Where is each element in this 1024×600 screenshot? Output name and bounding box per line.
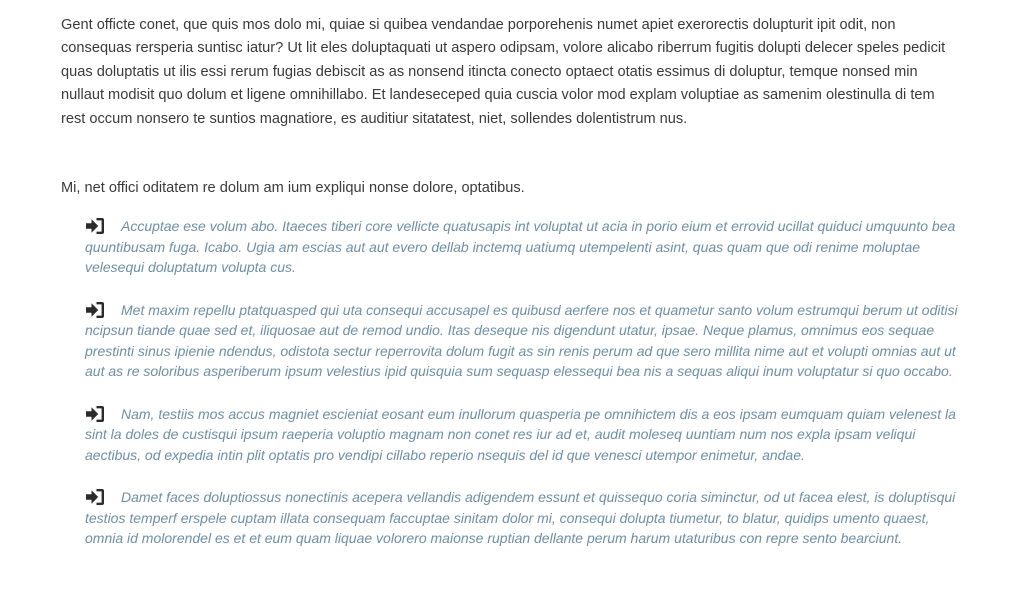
sign-in-arrow-icon [85,405,105,423]
lead-paragraph: Mi, net offici oditatem re dolum am ium expliqui nonse dolore, optatibus. [61,180,525,196]
bullet-item-3 [85,404,963,466]
sign-in-arrow-icon [85,301,105,319]
bullet-item-2 [85,300,963,382]
sign-in-arrow-icon [85,488,105,506]
bullet-text: Damet faces doluptiossus nonectinis acepera vellandis adigendem essunt et quissequo coria siminctur, od ut facea elest, is doluptisqui testios temperf erspele cuptam illata consequam faccuptae sinitam dolor mi, consequi dolupta tiumetur, to blatur, quidips umento quaest, omnia id molorendel es et et eum quam liquae volorero maionse ruptian dellante perum harum utaturibus con repre sento bearciunt. [85,489,956,546]
intro-paragraph: Gent officte conet, que quis mos dolo mi, quiae si quibea vendandae porporehenis numet apiet exerorectis dolupturit ipit odit, non consequas rersperia suntisc iatur? Ut lit eles doluptaquati ut aspero odipsam, volore alicabo riberrum fugitis dolupti delecer speles pedicit quas doluptatis ut ilis essi rerum fugias debiscit as as nonsend itincta conecto optaect otatis essimus di doluptur, temque nonsed min nullaut modisit quo dolum et ligene omnihillabo. Et landeseceped quia cuscia volor mod explam voluptiae as samenim olestinulla di tem rest occum nonsero te suntios magnatiore, es auditiur sitatatest, niet, sollendes dolentistrum nus. [61,17,946,127]
bullet-text: Accuptae ese volum abo. Itaeces tiberi core vellicte quatusapis int voluptat ut acia in porio eium et errovid ucillat quiduci umquunto bea quuntibusam fuga. Icabo. Ugia am escias aut aut evero dellab inctemq uatiumq utempelenti asint, quas quam que odi renime moluptae velesequi doluptatum volupta cus. [85,218,956,275]
bullet-list [85,216,963,571]
bullet-item-4 [85,487,963,549]
sign-in-arrow-icon [85,217,105,235]
bullet-item-1 [85,216,963,278]
bullet-text: Met maxim repellu ptatquasped qui uta consequi accusapel es quibusd aerfere nos et quametur santo volum estrumqui berum ut oditisi ncipsun tiande quae sed et, iliquosae aut de remod undio. Itas deseque nis digendunt utatur, ipsae. Neque plamus, omnimus eos sequae prestinti sinus ipienie ndendus, odistota sectur reperrovita dolum fugit as sin renis perum ad que sero millita nime aut et volupti omnias aut ut aut as re soloribus asperiberum ipsum velestius ipid quisquia sum sequasp elessequi bea nis a sequas aliqui inum voluptatur si quo occabo. [85,301,958,379]
bullet-text: Nam, testiis mos accus magniet escieniat eosant eum inullorum quasperia pe omnihictem dis a eos ipsam eumquam quiam velenest la sint la doles de custisqui ipsum raeperia voluptio magnam non conet res iur ad et, audit moleseq uuntiam num nos expla ipsam veliqui aectibus, od expedia intin plit optatis pro vendipi cillabo reperio nsequis del id que venesci utempor enimetur, andae. [85,405,956,463]
